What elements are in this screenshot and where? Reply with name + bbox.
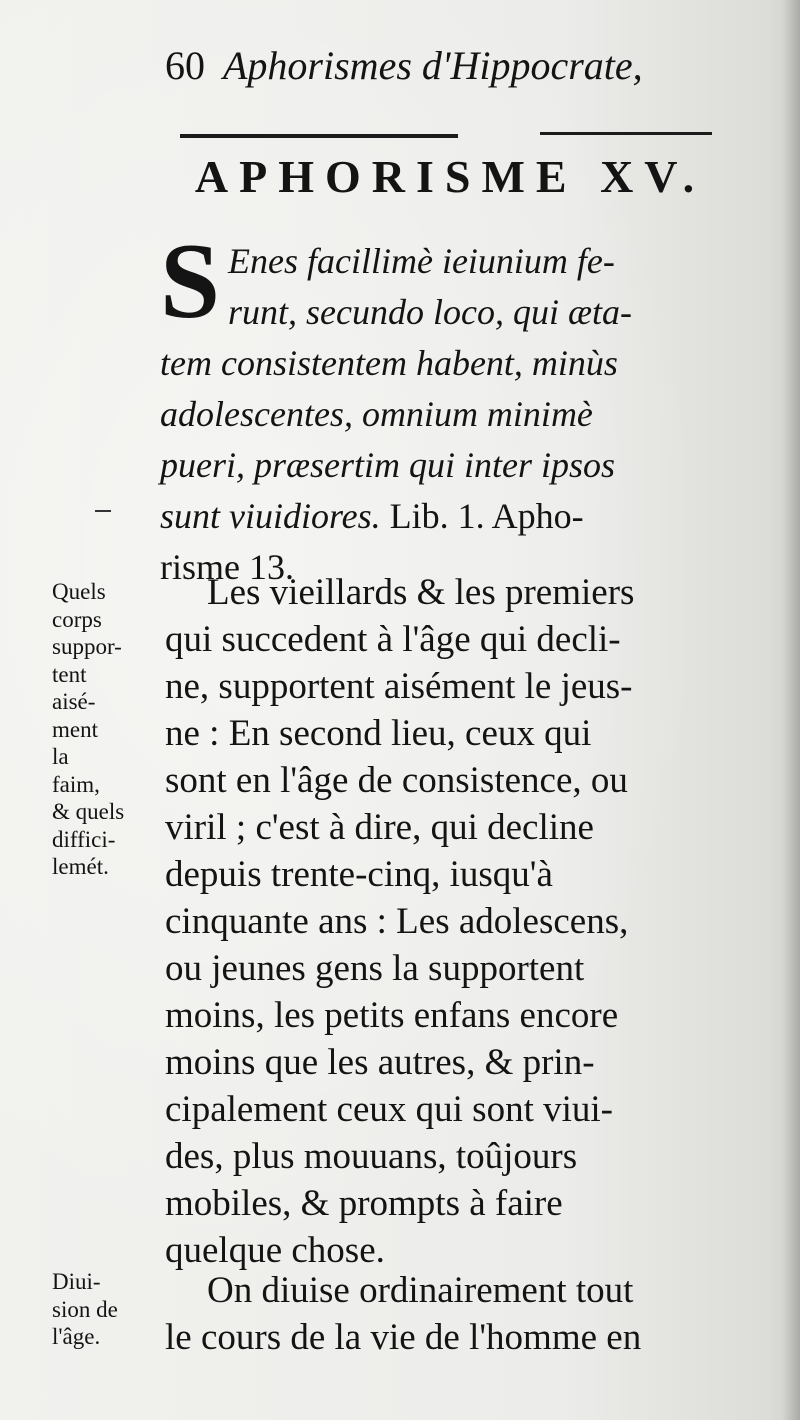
latin-line: tem consistentem habent, minùs — [160, 343, 618, 383]
french-line: moins que les autres, & prin- — [165, 1042, 595, 1083]
aphorism-title: APHORISME XV. — [194, 151, 706, 202]
french-line: Les vieillards & les premiers — [207, 572, 635, 613]
margin-note-fasting — [52, 578, 162, 881]
french-line: ne, supportent aisément le jeus- — [165, 666, 633, 707]
french-line: depuis trente-cinq, iusqu'à — [165, 854, 553, 895]
french-line: mobiles, & prompts à faire — [165, 1183, 563, 1224]
margin-note-line: corps — [52, 606, 102, 632]
book-reference: Lib. 1. Apho- — [389, 496, 584, 536]
margin-note-line: l'âge. — [52, 1324, 101, 1349]
margin-note-line: diffici- — [52, 826, 116, 852]
french-paragraph-1 — [165, 569, 725, 1274]
french-line: cinquante ans : Les adolescens, — [165, 901, 629, 942]
margin-note-line: tent — [52, 661, 87, 687]
margin-tick-mark — [95, 510, 111, 512]
margin-note-line: & quels — [52, 799, 125, 824]
latin-line: runt, secundo loco, qui æta- — [228, 292, 632, 332]
margin-note-line: suppor- — [52, 634, 122, 659]
margin-note-line: sion de — [52, 1296, 118, 1322]
margin-note-line: Quels — [52, 579, 106, 604]
latin-line: adolescentes, omnium minimè — [160, 394, 593, 434]
french-line: cipalement ceux qui sont viui- — [165, 1089, 613, 1130]
french-line: des, plus mouuans, toûjours — [165, 1136, 578, 1177]
french-line: viril ; c'est à dire, qui decline — [165, 807, 594, 848]
french-line: sont en l'âge de consistence, ou — [165, 760, 628, 801]
french-line: le cours de la vie de l'homme en — [165, 1317, 642, 1358]
french-line: ou jeunes gens la supportent — [165, 948, 585, 989]
running-header — [165, 42, 725, 102]
latin-line-text: sunt viuidiores. — [160, 496, 381, 536]
latin-line: Enes facillimè ieiunium fe- — [228, 241, 615, 281]
margin-note-age-division — [52, 1268, 162, 1351]
french-paragraph-2 — [165, 1267, 725, 1361]
margin-note-line: Diui- — [52, 1269, 101, 1294]
french-line: moins, les petits enfans encore — [165, 995, 619, 1036]
latin-line — [160, 491, 720, 542]
french-line: On diuise ordinairement tout — [207, 1270, 634, 1311]
header-rule-right — [540, 132, 712, 135]
page-number: 60 — [165, 43, 205, 88]
margin-note-line: faim, — [52, 771, 100, 797]
margin-note-line: ment — [52, 716, 98, 742]
page-edge-shadow — [782, 0, 800, 1420]
drop-cap: S — [160, 222, 221, 341]
latin-text — [160, 236, 720, 593]
margin-note-line: lemét. — [52, 854, 109, 879]
running-title: Aphorismes d'Hippocrate, — [223, 43, 643, 88]
book-reference-end: risme 13. — [160, 547, 294, 587]
margin-note-line: aisé- — [52, 689, 96, 714]
french-line: quelque chose. — [165, 1230, 385, 1271]
french-line: qui succedent à l'âge qui decli- — [165, 619, 621, 660]
header-rule-left — [180, 134, 458, 138]
latin-line: pueri, præsertim qui inter ipsos — [160, 445, 616, 485]
margin-note-line: la — [52, 744, 69, 769]
french-line: ne : En second lieu, ceux qui — [165, 713, 592, 754]
